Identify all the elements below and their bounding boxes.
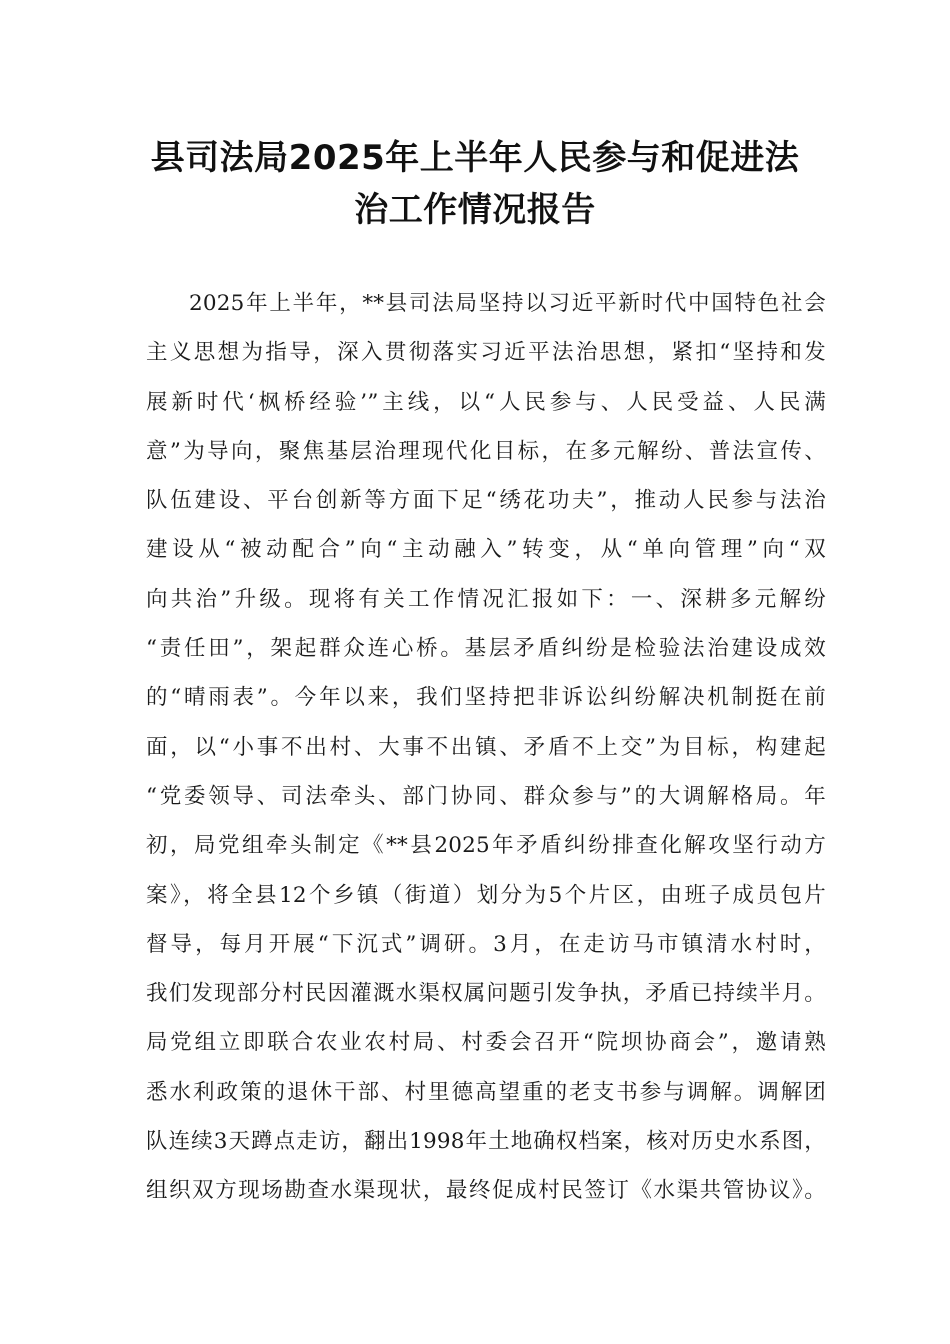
body-line: 局党组立即联合农业农村局、村委会召开“院坝协商会”，邀请熟 [146,1030,826,1056]
body-line: 队伍建设、平台创新等方面下足“绣花功夫”，推动人民参与法治 [146,488,826,514]
body-line: 初，局党组牵头制定《**县2025年矛盾纠纷排查化解攻坚行动方 [146,833,826,859]
body-line: 向共治”升级。现将有关工作情况汇报如下：一、深耕多元解纷 [146,586,826,612]
body-line: 案》，将全县12个乡镇（街道）划分为5个片区，由班子成员包片 [146,882,826,908]
title-line: 治工作情况报告 [354,190,596,230]
body-line: 面，以“小事不出村、大事不出镇、矛盾不上交”为目标，构建起 [146,734,826,760]
body-line: 主义思想为指导，深入贯彻落实习近平法治思想，紧扣“坚持和发 [146,340,826,366]
body-line: 悉水利政策的退休干部、村里德高望重的老支书参与调解。调解团 [146,1079,826,1105]
body-line: 建设从“被动配合”向“主动融入”转变，从“单向管理”向“双 [146,537,826,563]
body-line: “党委领导、司法牵头、部门协同、群众参与”的大调解格局。年 [146,783,826,809]
title-line: 县司法局2025年上半年人民参与和促进法 [150,138,800,178]
body-line: 的“晴雨表”。今年以来，我们坚持把非诉讼纠纷解决机制挺在前 [146,685,826,711]
report-body [146,279,826,1216]
body-line: 展新时代‘枫桥经验’”主线，以“人民参与、人民受益、人民满 [146,389,826,415]
body-line: 组织双方现场勘查水渠现状，最终促成村民签订《水渠共管协议》。 [146,1178,826,1204]
body-line: 我们发现部分村民因灌溉水渠权属问题引发争执，矛盾已持续半月。 [146,981,826,1007]
body-line: 督导，每月开展“下沉式”调研。3月，在走访马市镇清水村时， [146,931,826,957]
body-line: 队连续3天蹲点走访，翻出1998年土地确权档案，核对历史水系图， [146,1129,826,1155]
body-line: 意”为导向，聚焦基层治理现代化目标，在多元解纷、普法宣传、 [146,438,826,464]
body-line: “责任田”，架起群众连心桥。基层矛盾纠纷是检验法治建设成效 [146,636,826,662]
document-title [130,132,820,236]
body-line: 2025年上半年，**县司法局坚持以习近平新时代中国特色社会 [189,291,826,316]
